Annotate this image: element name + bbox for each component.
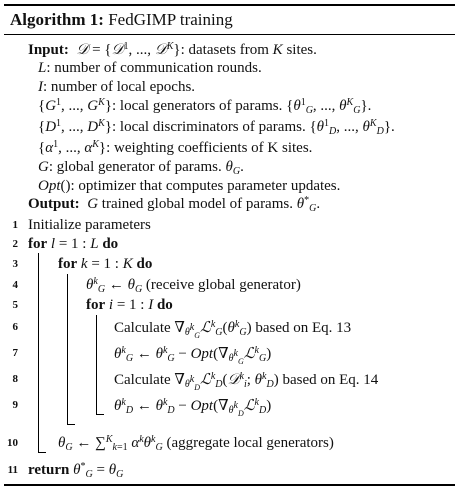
block-bar-sites	[67, 274, 68, 424]
algorithm-label: Algorithm 1:	[10, 10, 104, 29]
input-line-4: {$G^1$, ..., $G^K$}: local generators of params. {$\theta^1_G$, ..., $\theta^K_G$}.	[38, 97, 372, 116]
step-5: for i = 1 : I do	[86, 297, 173, 313]
input-label: Input:	[28, 42, 69, 58]
block-end-sites	[67, 424, 75, 425]
step-7: $\theta^k_G$ ← $\theta^k_G$ − $Opt(\nabla_{\theta^k_G}ℒ^k_G)$	[114, 344, 272, 366]
input-line-2: L: number of communication rounds.	[38, 60, 262, 76]
input-math-1: 𝒟 = {𝒟$^1$, ..., 𝒟$^K$}	[76, 40, 181, 58]
top-rule	[4, 4, 455, 6]
line-number: 10	[7, 437, 18, 449]
line-number: 1	[12, 219, 18, 231]
bottom-rule	[4, 484, 455, 486]
input-line-6: {$\alpha^1$, ..., $\alpha^K$}: weighting coefficients of K sites.	[38, 139, 313, 156]
title-rule	[4, 34, 455, 35]
line-number: 9	[12, 399, 18, 411]
algorithm-box	[4, 4, 455, 486]
line-number: 2	[12, 238, 18, 250]
step-10: $\theta_G$ ← ∑$^K_{k=1}$ $\alpha^k\theta^k_G$ (aggregate local generators)	[58, 434, 334, 453]
input-line-8: Opt(): optimizer that computes parameter updates.	[38, 178, 341, 194]
step-6: Calculate $\nabla_{\theta^k_G}ℒ^k_G(\theta^k_G)$ based on Eq. 13	[114, 318, 352, 340]
algorithm-title	[10, 10, 233, 30]
line-number: 4	[12, 279, 18, 291]
input-line-1	[28, 40, 317, 59]
input-line-7: G: global generator of params. $\theta_G$.	[38, 159, 244, 177]
step-1-text: Initialize parameters	[28, 217, 151, 233]
output-line: Output: G trained global model of params. $\theta^*_G$.	[28, 195, 321, 214]
step-3: for k = 1 : K do	[58, 256, 153, 272]
block-bar-outer	[38, 253, 39, 452]
line-number: 6	[12, 321, 18, 333]
block-end-outer	[38, 452, 46, 453]
algorithm-name: FedGIMP training	[108, 10, 233, 29]
line-number: 7	[12, 347, 18, 359]
step-1	[28, 216, 151, 234]
output-label: Output:	[28, 196, 80, 212]
input-text-1: : datasets from K sites.	[180, 42, 317, 58]
line-number: 11	[7, 464, 18, 476]
input-line-5: {$D^1$, ..., $D^K$}: local discriminators of params. {$\theta^1_D$, ..., $\theta^K_D$}.	[38, 118, 395, 137]
block-bar-epochs	[96, 315, 97, 414]
block-end-epochs	[96, 414, 104, 415]
input-line-3: I: number of local epochs.	[38, 79, 196, 95]
step-2: for l = 1 : L do	[28, 236, 119, 252]
line-number: 3	[12, 258, 18, 270]
step-4: $\theta^k_G$ ← $\theta_G$ (receive global generator)	[86, 276, 301, 295]
line-number: 5	[12, 299, 18, 311]
step-11: return $\theta^*_G = \theta_G$	[28, 461, 124, 480]
line-number: 8	[12, 373, 18, 385]
step-9: $\theta^k_D$ ← $\theta^k_D$ − $Opt(\nabla_{\theta^k_D}ℒ^k_D)$	[114, 396, 272, 418]
step-8: Calculate $\nabla_{\theta^k_D}ℒ^k_D(𝒟^k_i$; $\theta^k_D$) based on Eq. 14	[114, 370, 379, 392]
